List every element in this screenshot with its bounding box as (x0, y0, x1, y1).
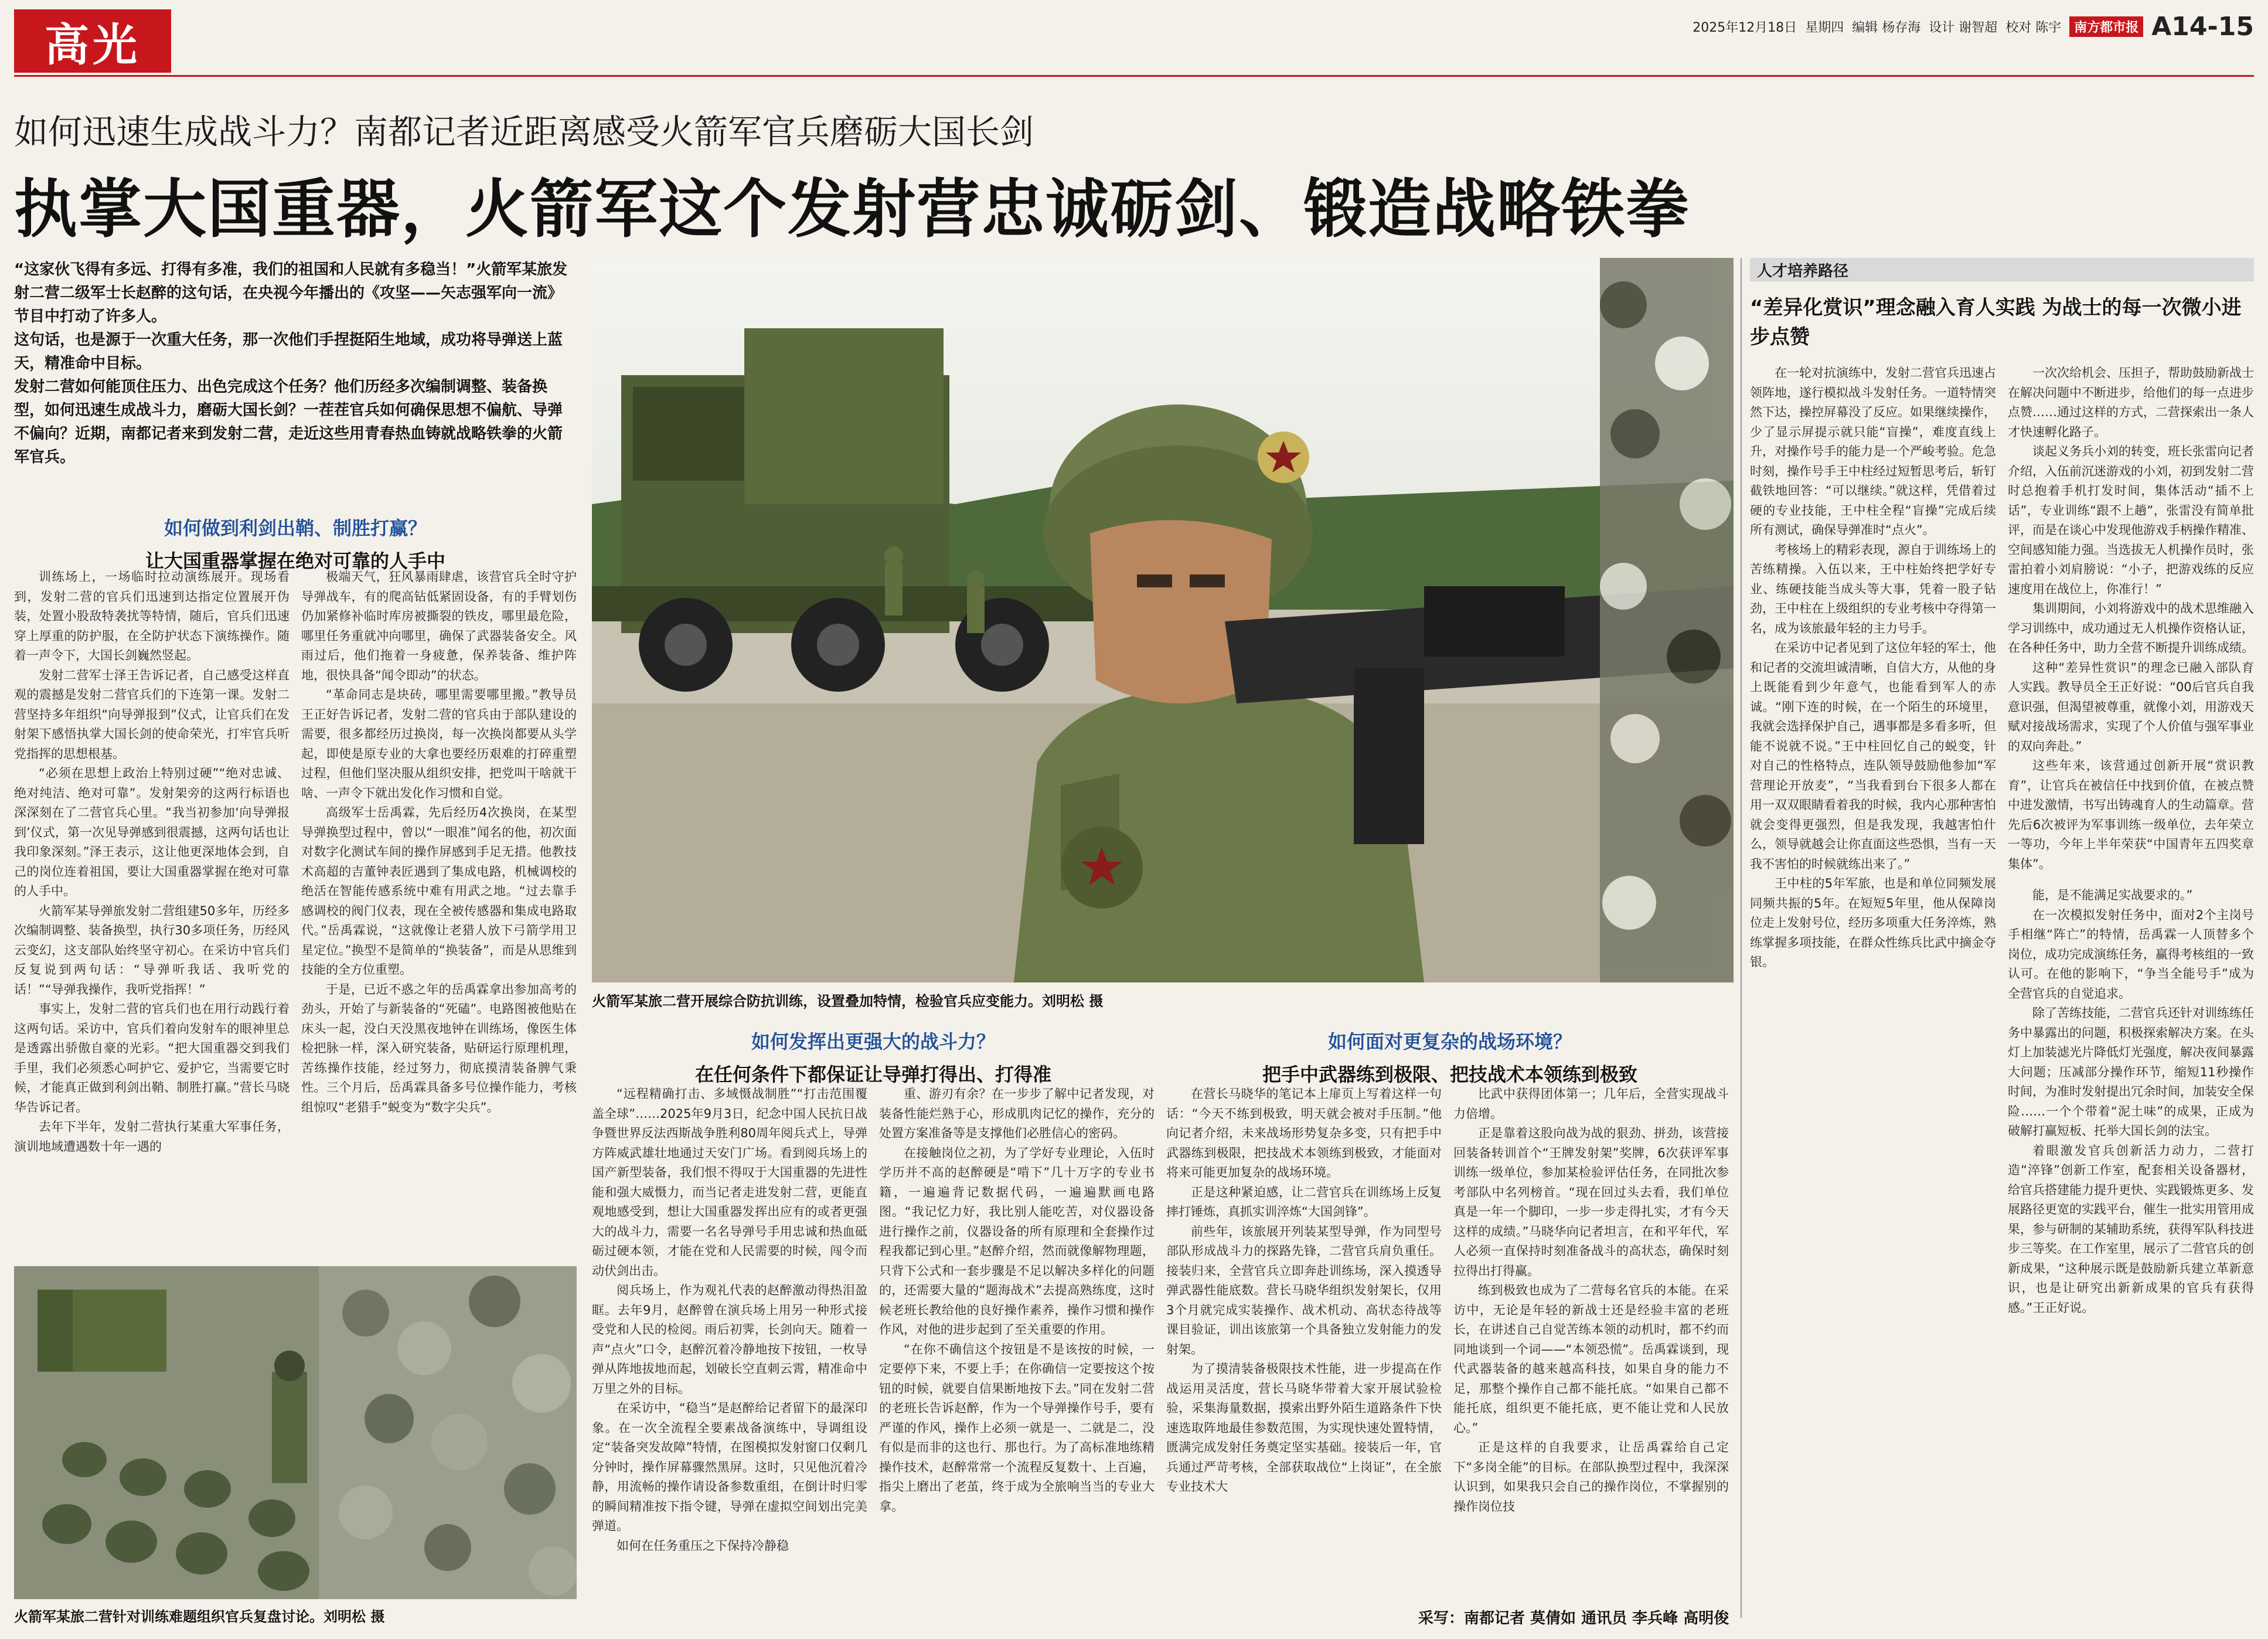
paragraph: “远程精确打击、多域慑战制胜”“打击范围覆盖全球”……2025年9月3日，纪念中国人民抗日战争暨世界反法西斯战争胜利80周年阅兵式上，导弹方阵威武雄壮地通过天安门广场。看到阅兵场上的国产新型装备，我们恨不得叹于大国重器的先进性能和强大威慑力，而当记者走进发射二营，更能直观地感受到，想让大国重器发挥出应有的或者更强大的战斗力，需要一名名导弹号手用忠诚和热血砥砺过硬本领，才能在党和人民需要的时候，闯令而动伏剑出击。 (592, 1087, 867, 1278)
masthead-date: 2025年12月18日 (1693, 20, 1797, 35)
paragraph: 一次次给机会、压担子，帮助鼓励新战士在解决问题中不断进步，给他们的每一点进步点赞……通过这样的方式，二营探索出一条人才快速孵化路子。 (2008, 366, 2254, 439)
group-discussion-photo (14, 1266, 577, 1599)
paragraph: 于是，已近不惑之年的岳禹霖拿出参加高考的劲头，开始了与新装备的“死磕”。电路图被他贴在床头一起，没白天没黑夜地钟在训练场，像医生体检把脉一样，深入研究装备，贴研运行原理机理，苦练操作技能，经过努力，彻底摸清装备脾气秉性。三个月后，岳禹霖具备多号位操作能力，考核组惊叹“老猎手”蜕变为“数字尖兵”。 (301, 982, 577, 1114)
section2-heading (592, 1027, 1155, 1087)
paragraph: 正是靠着这股向战为战的狠劲、拼劲，该营接回装备转训首个“王牌发射架”奖牌，6次获评军事训练一级单位，参加某检验评估任务，在同批次参考部队中名列榜首。“现在回过头去看，我们单位真是一年一个脚印，一步一步走得扎实，才有今天这样的成绩。”马晓华向记者坦言，在和平年代，军人必须一直保持时刻准备战斗的高状态，确保时刻拉得出打得赢。 (1453, 1126, 1729, 1278)
intro (14, 258, 577, 469)
masthead-editor: 编辑 杨存海 (1852, 20, 1921, 35)
sidebar-title: “差异化赏识”理念融入育人实践 为战士的每一次微小进步点赞 (1750, 296, 2242, 349)
paragraph: 去年下半年，发射二营执行某重大军事任务，演训地域遭遇数十年一遇的 (14, 1120, 290, 1154)
soldier-training-photo (592, 258, 1734, 982)
small-photo (14, 1266, 577, 1599)
headline: 执掌大国重器，火箭军这个发射营忠诚砺剑、锻造战略铁拳 (14, 173, 1691, 246)
byline-credit: 采写：南都记者 莫倩如 通讯员 李兵峰 高明俊 (1418, 1610, 1729, 1627)
paragraph: 在一轮对抗演练中，发射二营官兵迅速占领阵地，遂行模拟战斗发射任务。一道特情突然下达，操控屏幕没了反应。如果继续操作，少了显示屏提示就只能“盲操”，难度直线上升，对操作号手的能力是一个严峻考验。危急时刻，操作号手王中柱经过短暂思考后，斩钉截铁地回答：“可以继续。”就这样，凭借着过硬的专业技能，王中柱全程“盲操”完成后续所有测试，确保导弹准时“点火”。 (1750, 366, 1996, 537)
sidebar-column-1 (1750, 363, 1996, 1624)
paragraph: 高级军士岳禹霖，先后经历4次换岗，在某型导弹换型过程中，曾以“一眼准”闻名的他，初次面对数字化测试车间的操作屏感到手足无措。他教技术高超的吉董钟表匠遇到了集成电路，机械调校的绝活在智能传感系统中难有用武之地。“过去靠手感调校的阀门仪表，现在全被传感器和集成电路取代。”岳禹霖说，“这就像让老猎人放下弓箭学用卫星定位。”换型不是简单的“换装备”，而是从思维到技能的全方位重塑。 (301, 805, 577, 977)
intro-para: 发射二营如何能顶住压力、出色完成这个任务？他们历经多次编制调整、装备换型，如何迅速生成战斗力，磨砺大国长剑？一茬茬官兵如何确保思想不偏航、导弹不偏向？近期，南都记者来到发射二营，走近这些用青春热血铸就战略铁拳的火箭军官兵。 (14, 378, 563, 466)
paragraph: 着眼激发官兵创新活力动力，二营打造“淬锋”创新工作室，配套相关设备器材，给官兵搭建能力提升更快、实践锻炼更多、发展路径更宽的实践平台，催生一批实用管用成果，参与研制的某辅助系统，获得军队科技进步三等奖。在工作室里，展示了二营官兵的创新成果，“这种展示既是鼓励新兵建立革新意识，也是让研究出新新成果的官兵有获得感。”王正好说。 (2008, 1143, 2254, 1315)
main-photo-caption: 火箭军某旅二营开展综合防抗训练，设置叠加特情，检验官兵应变能力。刘明松 摄 (592, 993, 1104, 1009)
camouflage-net (1600, 258, 1734, 982)
paragraph: 发射二营军士泽王告诉记者，自己感受这样直观的震撼是发射二营官兵们的下连第一课。发射二营坚持多年组织“向导弹报到”仪式，让官兵们在发射架下感悟执掌大国长剑的使命荣光，打牢官兵听党指挥的思想根基。 (14, 668, 290, 761)
paragraph: 谈起义务兵小刘的转变，班长张雷向记者介绍，入伍前沉迷游戏的小刘，初到发射二营时总抱着手机打发时间，集体活动“插不上话”，专业训练“跟不上趟”，张雷没有简单批评，而是在谈心中发现他游戏手柄操作精准、空间感知能力强。当选拔无人机操作员时，张雷拍着小刘肩膀说：“小子，把游戏练的反应速度用在战位上，你准行！” (2008, 444, 2254, 596)
section2-question: 如何发挥出更强大的战斗力？ (751, 1031, 995, 1053)
sidebar-kicker: 人才培养路径 (1750, 258, 2254, 281)
column-7-continued (2008, 886, 2254, 1318)
paragraph: 在采访中记者见到了这位年轻的军士，他和记者的交流坦诚清晰，自信大方，从他的身上既能看到少年意气，也能看到军人的赤诚。“刚下连的时候，在一个陌生的环境里，我就会选择保护自己，遇事都是多看多听，但能不说就不说。”王中柱回忆自己的蜕变，针对自己的性格特点，连队领导鼓励他参加“军营理论开放麦”，“当我看到台下很多人都在用一双双眼睛看着我的时候，我内心那种害怕就会变得更强烈，但是我发现，我越害怕什么，领导就越会让你直面这些恐惧，当有一天我不害怕的时候就练出来了。” (1750, 641, 1996, 871)
section3-answer: 把手中武器练到极限、把技战术本领练到极致 (1262, 1063, 1637, 1086)
article-column-6 (1453, 1084, 1729, 1600)
masthead-proof: 校对 陈宇 (2005, 20, 2062, 35)
paragraph: “革命同志是块砖，哪里需要哪里搬。”教导员王正好告诉记者，发射二营的官兵由于部队建设的需要，很多都经历过换岗，每一次换岗都要从头学起，即使是原专业的大拿也要经历艰难的打碎重塑过程，但他们坚决服从组织安排，把党叫干啥就干啥、一声令下就出发化作习惯和自觉。 (301, 688, 577, 800)
paragraph: 火箭军某导弹旅发射二营组建50多年，历经多次编制调整、装备换型，执行30多项任务，历经风云变幻，这支部队始终坚守初心。在采访中官兵们反复说到两句话：“导弹听我话、我听党的话！”“导弹我操作，我听党指挥！” (14, 903, 290, 997)
section2-answer: 在任何条件下都保证让导弹打得出、打得准 (694, 1063, 1051, 1086)
paragraph: 极端天气，狂风暴雨肆虐，该营官兵全时守护导弹战车，有的爬高钻低紧固设备，有的手臂划伤仍加紧修补临时库房被撕裂的铁皮，哪里最危险，哪里任务重就冲向哪里，确保了武器装备安全。风雨过后，他们拖着一身疲惫，保养装备、维护阵地，很快具备“闻令即动”的状态。 (301, 570, 577, 682)
masthead-weekday: 星期四 (1805, 20, 1844, 35)
article-column-2 (301, 567, 577, 1259)
paragraph: 为了摸清装备极限技术性能，进一步提高在作战运用灵活度，营长马晓华带着大家开展试验检验，采集海量数据，摸索出野外陌生道路条件下快速选取阵地最佳参数范围，为实现快速处置特情，匮满完成发射任务奠定坚实基础。接装后一年，官兵通过严苛考核，全部获取战位“上岗证”，在全旅专业技术大 (1166, 1362, 1442, 1494)
paragraph: 除了苦练技能，二营官兵还针对训练练任务中暴露出的问题，积极探索解决方案。在头灯上加装滤光片降低灯光强度，解决夜间暴露大问题；压减部分操作环节，缩短11秒操作时间，为准时发射提出冗余时间，加装安全保险……一个个带着“泥土味”的成果，正成为破解打赢短板、托举大国长剑的法宝。 (2008, 1006, 2254, 1138)
paragraph: “在你不确信这个按钮是不是该按的时候，一定要停下来，不要上手；在你确信一定要按这个按钮的时候，就要自信果断地按下去。”同在发射二营的老班长告诉赵醉，作为一个导弹操作号手，要有严谨的作风，操作上必须一就是一、二就是二，没有似是而非的这也行、那也行。为了高标准地练精操作技术，赵醉常常一个流程反复数十、上百遍，指尖上磨出了老茧，终于成为全旅响当当的专业大拿。 (879, 1342, 1155, 1514)
paragraph: 这种“差异性赏识”的理念已融入部队育人实践。教导员全王正好说：“00后官兵自我意识强，但渴望被尊重，就像小刘，用游戏天赋对接战场需求，实现了个人价值与强军事业的双向奔赴。” (2008, 660, 2254, 753)
section1-heading (14, 514, 577, 573)
paragraph: 这些年来，该营通过创新开展“赏识教育”，让官兵在被信任中找到价值，在被点赞中进发激情，书写出铸魂育人的生动篇章。营先后6次被评为军事训练一级单位，去年荣立一等功，今年上半年荣获“中国青年五四奖章集体”。 (2008, 759, 2254, 871)
article-column-4 (879, 1084, 1155, 1630)
subtitle: 如何迅速生成战斗力？南都记者近距离感受火箭军官兵磨砺大国长剑 (14, 112, 1034, 152)
paragraph: “必须在思想上政治上特别过硬”“绝对忠诚、绝对纯洁、绝对可靠”。发射架旁的这两行标语也深深刻在了二营官兵心里。“我当初参加‘向导弹报到’仪式，第一次见导弹感到很震撼，这两句话也让我印象深刻。”泽王表示，这让他更深地体会到，自己的岗位连着祖国，要让大国重器掌握在绝对可靠的人手中。 (14, 766, 290, 898)
sidebar-divider (1741, 258, 1742, 1618)
paragraph: 能，是不能满足实战要求的。” (2032, 888, 2193, 902)
paragraph: 在采访中，“稳当”是赵醉给记者留下的最深印象。在一次全流程全要素战备演练中，导调组设定“装备突发故障”特情，在图模拟发射窗口仅剩几分钟时，操作屏幕骤然黑屏。这时，只见他沉着冷静，用流畅的操作请设备参数重组，在倒计时归零的瞬间精准按下指令键，导弹在虚拟空间划出完美弹道。 (592, 1401, 867, 1533)
paragraph: 阅兵场上，作为观礼代表的赵醉激动得热泪盈眶。去年9月，赵醉曾在演兵场上用另一种形式接受党和人民的检阅。雨后初霁，长剑向天。随着一声“点火”口令，赵醉沉着冷静地按下按钮，一枚导弹从阵地拔地而起，划破长空直刺云霄，精准命中万里之外的目标。 (592, 1283, 867, 1396)
section3-heading (1166, 1027, 1734, 1087)
paragraph: 考核场上的精彩表现，源自于训练场上的苦练精操。入伍以来，王中柱始终把学好专业、练硬技能当成头等大事，凭着一股子钻劲，王中柱在上级组织的专业考核中夺得第一名，成为该旅最年轻的主力号手。 (1750, 542, 1996, 635)
masthead (1693, 12, 2254, 41)
small-photo-caption: 火箭军某旅二营针对训练难题组织官兵复盘讨论。刘明松 摄 (14, 1609, 385, 1625)
paper-logo: 南方都市报 (2069, 16, 2143, 37)
article-column-5 (1166, 1084, 1442, 1600)
section3-question: 如何面对更复杂的战场环境？ (1327, 1031, 1572, 1053)
section-tag: 高光 (14, 9, 171, 73)
page-number: A14-15 (2151, 11, 2254, 42)
paragraph: 在营长马晓华的笔记本上扉页上写着这样一句话：“今天不练到极致，明天就会被对手压制。”他向记者介绍，未来战场形势复杂多变，只有把手中武器练到极限，把技战术本领练到极致，才能面对将来可能更加复杂的战场环境。 (1166, 1087, 1442, 1179)
paragraph: 比武中获得团体第一；几年后，全营实现战斗力倍增。 (1453, 1087, 1729, 1121)
header-rule (14, 75, 2254, 77)
paragraph: 集训期间，小刘将游戏中的战术思维融入学习训练中，成功通过无人机操作资格认证，在各种任务中，助力全营不断提升训练成绩。 (2008, 601, 2254, 655)
paragraph: 重、游刃有余？在一步步了解中记者发现，对装备性能烂熟于心，形成肌肉记忆的操作，充分的处置方案准备等是支撑他们必胜信心的密码。 (879, 1087, 1155, 1140)
paragraph: 前些年，该旅展开列装某型导弹，作为同型号部队形成战斗力的探路先锋，二营官兵肩负重任。接装归来，全营官兵立即奔赴训练场，深入摸透导弹武器性能底数。营长马晓华组织发射架长，仅用3个月就完成实装操作、战术机动、高状态待战等课目验证，训出该旅第一个具备独立发射能力的发射架。 (1166, 1224, 1442, 1356)
section1-answer: 让大国重器掌握在绝对可靠的人手中 (145, 550, 445, 572)
paragraph: 正是这样的自我要求，让岳禹霖给自己定下“多岗全能”的目标。在部队换型过程中，我深深认识到，如果我只会自己的操作岗位，不掌握别的操作岗位技 (1453, 1440, 1729, 1514)
sidebar-column-2 (2008, 363, 2254, 1624)
intro-para: “这家伙飞得有多远、打得有多准，我们的祖国和人民就有多稳当！”火箭军某旅发射二营二级军士长赵醉的这句话，在央视今年播出的《攻坚——矢志强军向一流》节目中打动了许多人。 (14, 261, 568, 325)
masthead-design: 设计 谢智超 (1929, 20, 1998, 35)
paragraph: 训练场上，一场临时拉动演练展开。现场看到，发射二营的官兵们迅速到达指定位置展开伪装，处置小股敌特袭扰等特情，随后，官兵们迅速穿上厚重的防护服，在全防护状态下演练操作。随着一声令下，大国长剑巍然竖起。 (14, 570, 290, 662)
article-column-3 (592, 1084, 867, 1630)
main-photo (592, 258, 1734, 982)
article-column-1 (14, 567, 290, 1259)
paragraph: 在接触岗位之初，为了学好专业理论，入伍时学历并不高的赵醉硬是“啃下”几十万字的专业书籍，一遍遍背记数据代码，一遍遍默画电路图。“我记忆力好，我比别人能吃苦，对仪器设备进行操作之前，仪器设备的所有原理和全套操作过程我都记到心里。”赵醉介绍，然而就像解物理题，只背下公式和一套步骤是不足以解决多样化的问题的，还需要大量的“题海战术”去提高熟练度，这时候老班长教给他的良好操作素养，操作习惯和操作作风，对他的进步起到了至关重要的作用。 (879, 1145, 1155, 1337)
intro-para: 这句话，也是源于一次重大任务，那一次他们手捏挺陌生地域，成功将导弹送上蓝天，精准命中目标。 (14, 331, 563, 372)
paragraph: 事实上，发射二营的官兵们也在用行动践行着这两句话。采访中，官兵们着向发射车的眼神里总是透露出骄傲自豪的光彩。“把大国重器交到我们手里，我们必须悉心呵护它、爱护它，当需要它时候，才能真正做到利剑出鞘、制胜打赢。”营长马晓华告诉记者。 (14, 1002, 290, 1114)
paragraph: 练到极致也成为了二营每名官兵的本能。在采访中，无论是年轻的新战士还是经验丰富的老班长，在讲述自己自觉苦练本领的动机时，都不约而同地谈到一个词——“本领恐慌”。岳禹霖谈到，现代武器装备的越来越高科技，如果自身的能力不足，那整个操作自己都不能托底。“如果自己都不能托底，组织更不能托底，更不能让党和人民放心。” (1453, 1283, 1729, 1435)
paragraph: 在一次模拟发射任务中，面对2个主岗号手相继“阵亡”的特情，岳禹霖一人顶替多个岗位，成功完成演练任务，赢得考核组的一致认可。在他的影响下，“争当全能号手”成为全营官兵的自觉追求。 (2008, 907, 2254, 1001)
paragraph: 王中柱的5年军旅，也是和单位同频发展同频共振的5年。在短短5年里，他从保障岗位走上发射号位，经历多项重大任务淬炼，熟练掌握多项技能，在群众性练兵比武中摘金夺银。 (1750, 876, 1996, 969)
section1-question: 如何做到利剑出鞘、制胜打赢？ (164, 517, 427, 539)
paragraph: 如何在任务重压之下保持冷静稳 (617, 1538, 789, 1553)
paragraph: 正是这种紧迫感，让二营官兵在训练场上反复摔打锤炼，真抓实训淬炼“大国剑锋”。 (1166, 1185, 1442, 1219)
